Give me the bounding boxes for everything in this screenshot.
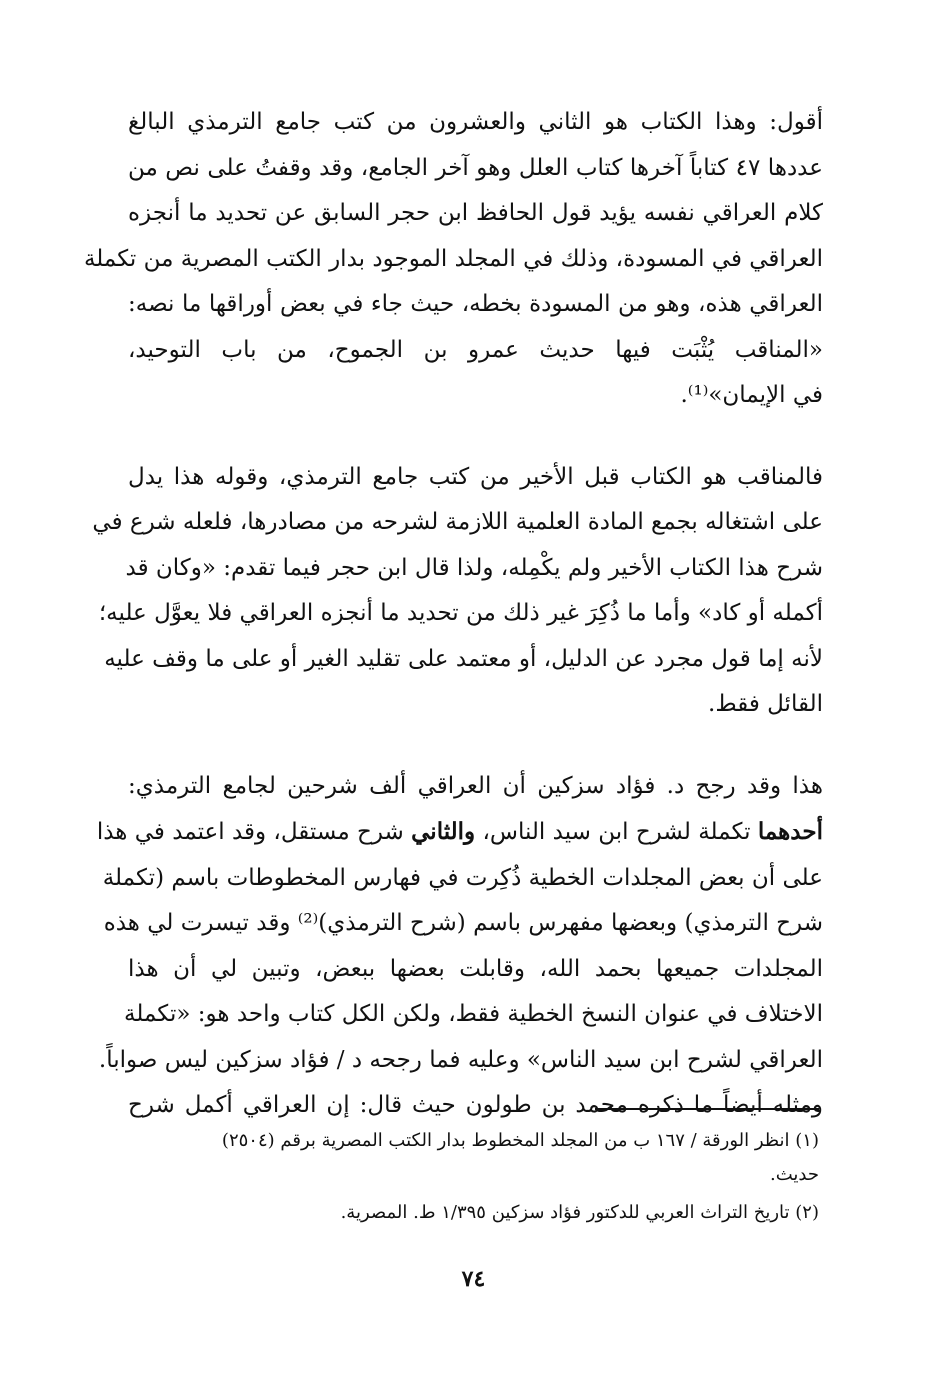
text-line: ومثله أيضاً ما ذكره محمد بن طولون حيث قال: إن العراقي أكمل شرح	[128, 1092, 823, 1118]
footnote-line: (٢) تاريخ التراث العربي للدكتور فؤاد سزكين ١/٣٩٥ ط. المصرية.	[340, 1202, 819, 1223]
text-line: عددها ٤٧ كتاباً آخرها كتاب العلل وهو آخر الجامع، وقد وقفتُ على نص من	[128, 154, 823, 181]
text-line: القائل فقط.	[708, 691, 823, 717]
text-line: «المناقب يُثْبَت فيها حديث عمرو بن الجموح، من باب التوحيد،	[128, 336, 823, 363]
footnote-line: حديث.	[770, 1164, 819, 1185]
text-line: لأنه إما قول مجرد عن الدليل، أو معتمد على تقليد الغير أو على ما وقف عليه	[104, 645, 823, 672]
paragraph-1	[83, 100, 823, 419]
text-line: شرح الترمذي) وبعضها مفهرس باسم (شرح الترمذي)⁽²⁾ وقد تيسرت لي هذه	[103, 910, 823, 936]
bold-term: والثاني	[411, 818, 476, 845]
text-line: الاختلاف في عنوان النسخ الخطية فقط، ولكن الكل كتاب واحد هو: «تكملة	[124, 1001, 823, 1027]
footnotes	[128, 1124, 819, 1234]
text-line: العراقي في المسودة، وذلك في المجلد الموجود بدار الكتب المصرية من تكملة	[83, 245, 823, 272]
text-line-bold-terms: أحدهما تكملة لشرح ابن سيد الناس، والثاني شرح مستقل، وقد اعتمد في هذا	[96, 818, 823, 845]
paragraph-2	[92, 455, 823, 728]
text-line: فالمناقب هو الكتاب قبل الأخير من كتب جامع الترمذي، وقوله هذا يدل	[128, 463, 823, 490]
footnote-line: (١) انظر الورقة / ١٦٧ ب من المجلد المخطوط بدار الكتب المصرية برقم (٢٥٠٤)	[221, 1130, 819, 1151]
text-line: العراقي هذه، وهو من المسودة بخطه، حيث جاء في بعض أوراقها ما نصه:	[128, 291, 823, 317]
footnote-divider	[595, 1108, 819, 1110]
footnote-1	[128, 1124, 819, 1192]
text-line: كلام العراقي نفسه يؤيد قول الحافظ ابن حجر السابق عن تحديد ما أنجزه	[128, 200, 823, 226]
text-line: العراقي لشرح ابن سيد الناس» وعليه فما رجحه د / فؤاد سزكين ليس صواباً.	[98, 1046, 823, 1073]
page-number: ٧٤	[461, 1266, 486, 1292]
footnote-2	[128, 1196, 819, 1230]
text-line: على اشتغاله بجمع المادة العلمية اللازمة لشرحه من مصادرها، فلعله شرع في	[92, 509, 823, 535]
text-line: في الإيمان»⁽¹⁾.	[680, 382, 823, 408]
text-line: أقول: وهذا الكتاب هو الثاني والعشرون من كتب جامع الترمذي البالغ	[128, 109, 823, 135]
text-line: هذا وقد رجح د. فؤاد سزكين أن العراقي ألف شرحين لجامع الترمذي:	[128, 772, 823, 799]
text-line: على أن بعض المجلدات الخطية ذُكِرت في فهارس المخطوطات باسم (تكملة	[102, 864, 823, 891]
text-line: شرح هذا الكتاب الأخير ولم يكْمِله، ولذا قال ابن حجر فيما تقدم: «وكان قد	[125, 554, 823, 581]
bold-term: أحدهما	[757, 818, 823, 845]
text-line: أكمله أو كاد» وأما ما ذُكِرَ غير ذلك من تحديد ما أنجزه العراقي فلا يعوَّل عليه؛	[98, 600, 823, 626]
text-line: المجلدات جميعها بحمد الله، وقابلت بعضها ببعض، وتبين لي أن هذا	[128, 955, 823, 982]
paragraph-3	[96, 764, 823, 1129]
